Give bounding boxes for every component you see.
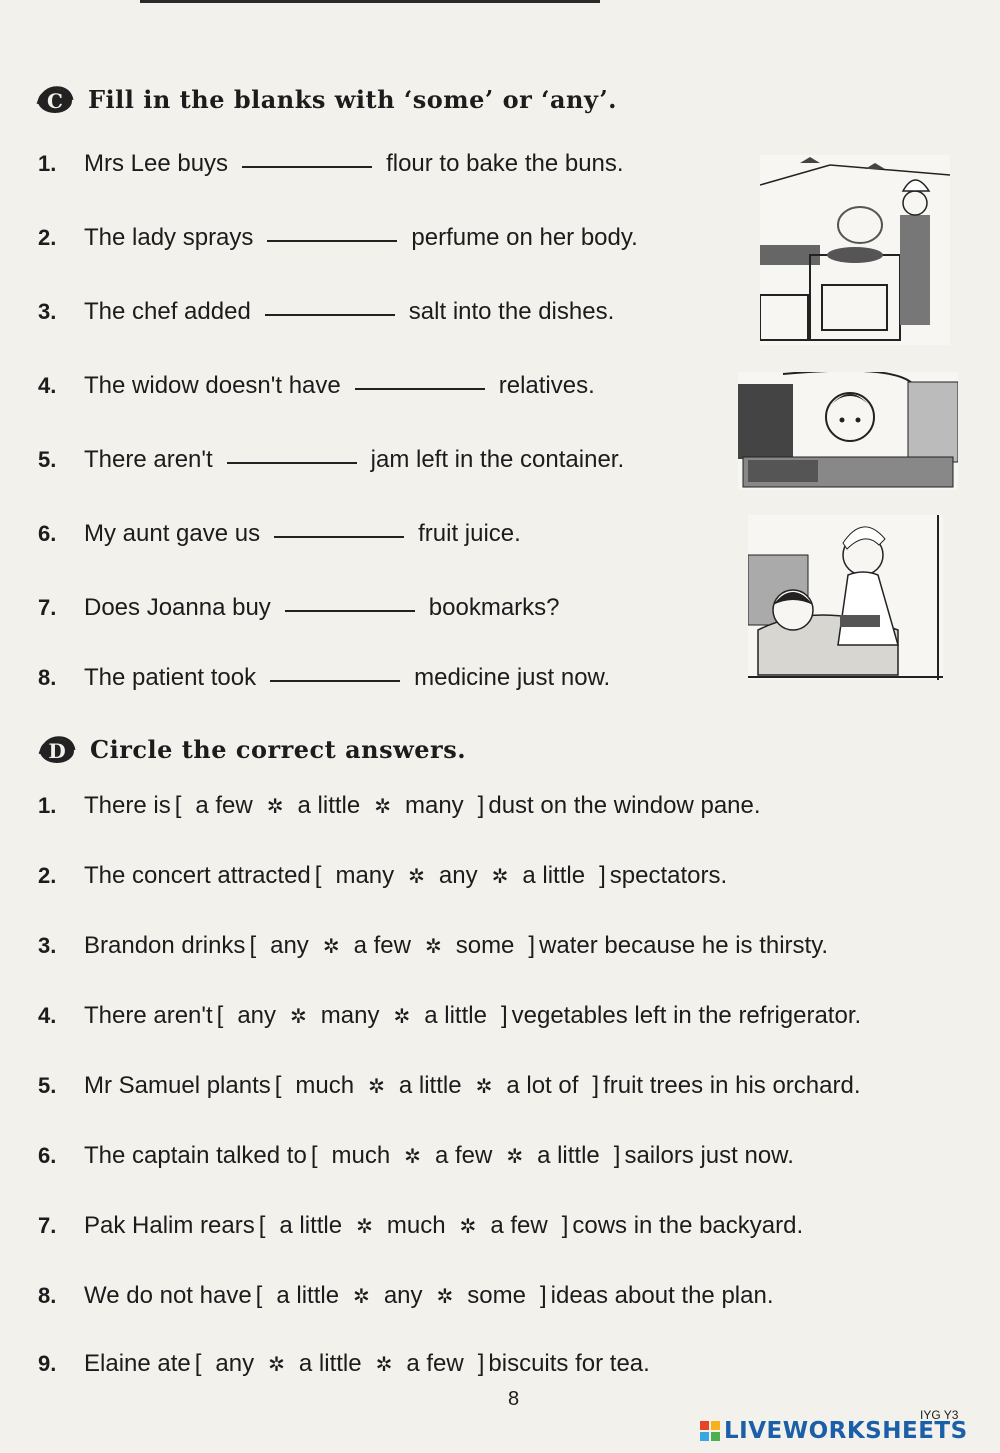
sentence-end: biscuits for tea. — [488, 1350, 650, 1377]
option-separator: ✲ — [459, 1216, 477, 1238]
book-code: IYG Y3 — [920, 1408, 959, 1422]
item-number: 3. — [38, 299, 57, 324]
fill-item — [38, 664, 610, 692]
option-separator: ✲ — [368, 1076, 385, 1098]
option-separator: ✲ — [266, 796, 284, 818]
answer-option[interactable]: a lot of — [506, 1072, 579, 1099]
answer-option[interactable]: much — [295, 1072, 355, 1099]
logo-tiles-icon — [700, 1421, 720, 1441]
bracket-close: ] — [477, 792, 485, 819]
item-number: 1. — [38, 151, 57, 176]
answer-option[interactable]: a few — [353, 932, 411, 959]
bracket-close: ] — [528, 932, 536, 959]
circle-item — [38, 1142, 794, 1170]
answer-blank[interactable] — [270, 680, 400, 682]
answer-option[interactable]: a few — [434, 1142, 493, 1169]
option-separator: ✲ — [322, 936, 340, 958]
sentence-end: flour to bake the buns. — [386, 150, 624, 177]
option-separator: ✲ — [506, 1146, 524, 1168]
option-separator: ✲ — [375, 1354, 393, 1376]
circle-item — [38, 862, 727, 890]
answer-option[interactable]: a little — [297, 792, 361, 819]
item-number: 7. — [38, 1213, 57, 1238]
section-c-badge — [34, 82, 74, 116]
answer-option[interactable]: some — [467, 1282, 526, 1309]
option-separator: ✲ — [424, 936, 442, 958]
sentence-end: water because he is thirsty. — [539, 932, 829, 959]
item-number: 8. — [38, 665, 57, 690]
answer-option[interactable]: a little — [276, 1282, 340, 1309]
item-number: 6. — [38, 521, 57, 546]
item-number: 5. — [38, 447, 57, 472]
sentence-end: spectators. — [609, 862, 728, 889]
sentence-start: My aunt gave us — [84, 520, 261, 547]
item-number: 8. — [38, 1283, 57, 1308]
option-separator: ✲ — [408, 866, 425, 888]
circle-item — [38, 1072, 861, 1100]
circle-item — [38, 1212, 803, 1240]
fill-item — [38, 372, 595, 400]
circle-item — [38, 932, 828, 960]
bracket-close: ] — [500, 1002, 508, 1029]
answer-option[interactable]: any — [383, 1282, 423, 1309]
circle-item — [38, 792, 761, 820]
option-separator: ✲ — [356, 1216, 373, 1238]
item-number: 9. — [38, 1351, 57, 1376]
sentence-end: fruit juice. — [418, 520, 521, 547]
sentence-end: medicine just now. — [414, 664, 611, 691]
answer-option[interactable]: a little — [537, 1142, 600, 1169]
answer-option[interactable]: a little — [424, 1002, 487, 1029]
answer-option[interactable]: much — [331, 1142, 391, 1169]
item-number: 4. — [38, 373, 57, 398]
logo-text: LIVEWORKSHEETS — [724, 1418, 968, 1444]
sentence-start: We do not have — [84, 1282, 252, 1309]
girl-desk-illustration — [738, 372, 958, 495]
answer-blank[interactable] — [265, 314, 395, 316]
sentence-end: fruit trees in his orchard. — [603, 1072, 861, 1099]
bracket-close: ] — [613, 1142, 621, 1169]
answer-blank[interactable] — [355, 388, 485, 390]
answer-option[interactable]: a few — [406, 1350, 464, 1377]
sentence-end: salt into the dishes. — [408, 298, 615, 325]
bracket-open: [ — [314, 862, 322, 889]
bracket-open: [ — [194, 1350, 202, 1377]
sentence-start: The widow doesn't have — [84, 372, 341, 399]
sentence-start: There is — [84, 792, 171, 819]
item-number: 6. — [38, 1143, 57, 1168]
sentence-end: perfume on her body. — [411, 224, 638, 251]
item-number: 2. — [38, 863, 57, 888]
item-number: 3. — [38, 933, 57, 958]
item-number: 5. — [38, 1073, 57, 1098]
fill-item — [38, 446, 624, 474]
bracket-close: ] — [599, 862, 606, 889]
bracket-close: ] — [539, 1282, 547, 1309]
bracket-open: [ — [255, 1282, 263, 1309]
answer-option[interactable]: any — [270, 932, 309, 959]
sentence-start: Brandon drinks — [84, 932, 246, 959]
fill-item — [38, 594, 560, 622]
sentence-start: The concert attracted — [84, 862, 311, 889]
sentence-start: Pak Halim rears — [84, 1212, 255, 1239]
answer-option[interactable]: a little — [522, 862, 586, 889]
answer-blank[interactable] — [285, 610, 415, 612]
option-separator: ✲ — [491, 866, 509, 888]
item-number: 2. — [38, 225, 57, 250]
bracket-close: ] — [561, 1212, 569, 1239]
sentence-start: The captain talked to — [84, 1142, 307, 1169]
answer-option[interactable]: a little — [398, 1072, 462, 1099]
section-d-header — [36, 732, 466, 766]
answer-option[interactable]: a little — [279, 1212, 343, 1239]
item-number: 4. — [38, 1003, 57, 1028]
sentence-end: cows in the backyard. — [572, 1212, 804, 1239]
answer-option[interactable]: a little — [298, 1350, 362, 1377]
answer-option[interactable]: any — [215, 1350, 255, 1377]
sentence-end: jam left in the container. — [370, 446, 625, 473]
answer-option[interactable]: many — [404, 792, 464, 819]
sentence-end: vegetables left in the refrigerator. — [511, 1002, 862, 1029]
bracket-open: [ — [258, 1212, 266, 1239]
chef-kitchen-illustration — [760, 155, 950, 350]
answer-blank[interactable] — [274, 536, 404, 538]
bracket-close: ] — [477, 1350, 485, 1377]
sentence-start: There aren't — [84, 446, 213, 473]
sentence-start: Mr Samuel plants — [84, 1072, 271, 1099]
bracket-open: [ — [274, 1072, 282, 1099]
fill-item — [38, 298, 614, 326]
nurse-patient-illustration — [748, 515, 943, 685]
option-separator: ✲ — [393, 1006, 411, 1028]
bracket-open: [ — [174, 792, 182, 819]
section-d-letter: D — [48, 739, 66, 763]
answer-blank[interactable] — [267, 240, 397, 242]
sentence-start: The chef added — [84, 298, 251, 325]
sentence-end: relatives. — [498, 372, 595, 399]
sentence-start: The lady sprays — [84, 224, 254, 251]
answer-option[interactable]: a few — [490, 1212, 548, 1239]
circle-item — [38, 1350, 650, 1378]
fill-item — [38, 150, 624, 178]
answer-option[interactable]: many — [320, 1002, 380, 1029]
section-c-letter: C — [47, 89, 63, 113]
answer-option[interactable]: any — [237, 1002, 277, 1029]
section-c-header — [34, 82, 617, 116]
sentence-start: The patient took — [84, 664, 257, 691]
section-d-badge — [36, 732, 76, 766]
liveworksheets-logo[interactable] — [700, 1418, 968, 1444]
option-separator: ✲ — [268, 1354, 285, 1376]
sentence-end: ideas about the plan. — [550, 1282, 774, 1309]
answer-blank[interactable] — [242, 166, 372, 168]
answer-option[interactable]: much — [386, 1212, 446, 1239]
answer-option[interactable]: some — [455, 932, 515, 959]
sentence-start: Does Joanna buy — [84, 594, 271, 621]
option-separator: ✲ — [290, 1006, 307, 1028]
fill-item — [38, 224, 638, 252]
answer-blank[interactable] — [227, 462, 357, 464]
answer-option[interactable]: a few — [195, 792, 253, 819]
sentence-end: sailors just now. — [624, 1142, 794, 1169]
item-number: 1. — [38, 793, 57, 818]
sentence-end: dust on the window pane. — [488, 792, 761, 819]
bracket-close: ] — [592, 1072, 600, 1099]
fill-item — [38, 520, 521, 548]
bracket-open: [ — [249, 932, 257, 959]
bracket-open: [ — [216, 1002, 224, 1029]
circle-item — [38, 1002, 861, 1030]
option-separator: ✲ — [436, 1286, 454, 1308]
sentence-end: bookmarks? — [428, 594, 560, 621]
option-separator: ✲ — [475, 1076, 493, 1098]
top-rule — [140, 0, 600, 3]
sentence-start: Elaine ate — [84, 1350, 191, 1377]
sentence-start: Mrs Lee buys — [84, 150, 229, 177]
section-d-title: Circle the correct answers. — [90, 734, 467, 764]
section-c-title: Fill in the blanks with ‘some’ or ‘any’. — [88, 84, 618, 114]
circle-item — [38, 1282, 773, 1310]
option-separator: ✲ — [374, 796, 391, 818]
answer-option[interactable]: many — [335, 862, 395, 889]
item-number: 7. — [38, 595, 57, 620]
page-number: 8 — [508, 1388, 520, 1410]
option-separator: ✲ — [353, 1286, 370, 1308]
option-separator: ✲ — [404, 1146, 421, 1168]
sentence-start: There aren't — [84, 1002, 213, 1029]
bracket-open: [ — [310, 1142, 318, 1169]
answer-option[interactable]: any — [438, 862, 478, 889]
